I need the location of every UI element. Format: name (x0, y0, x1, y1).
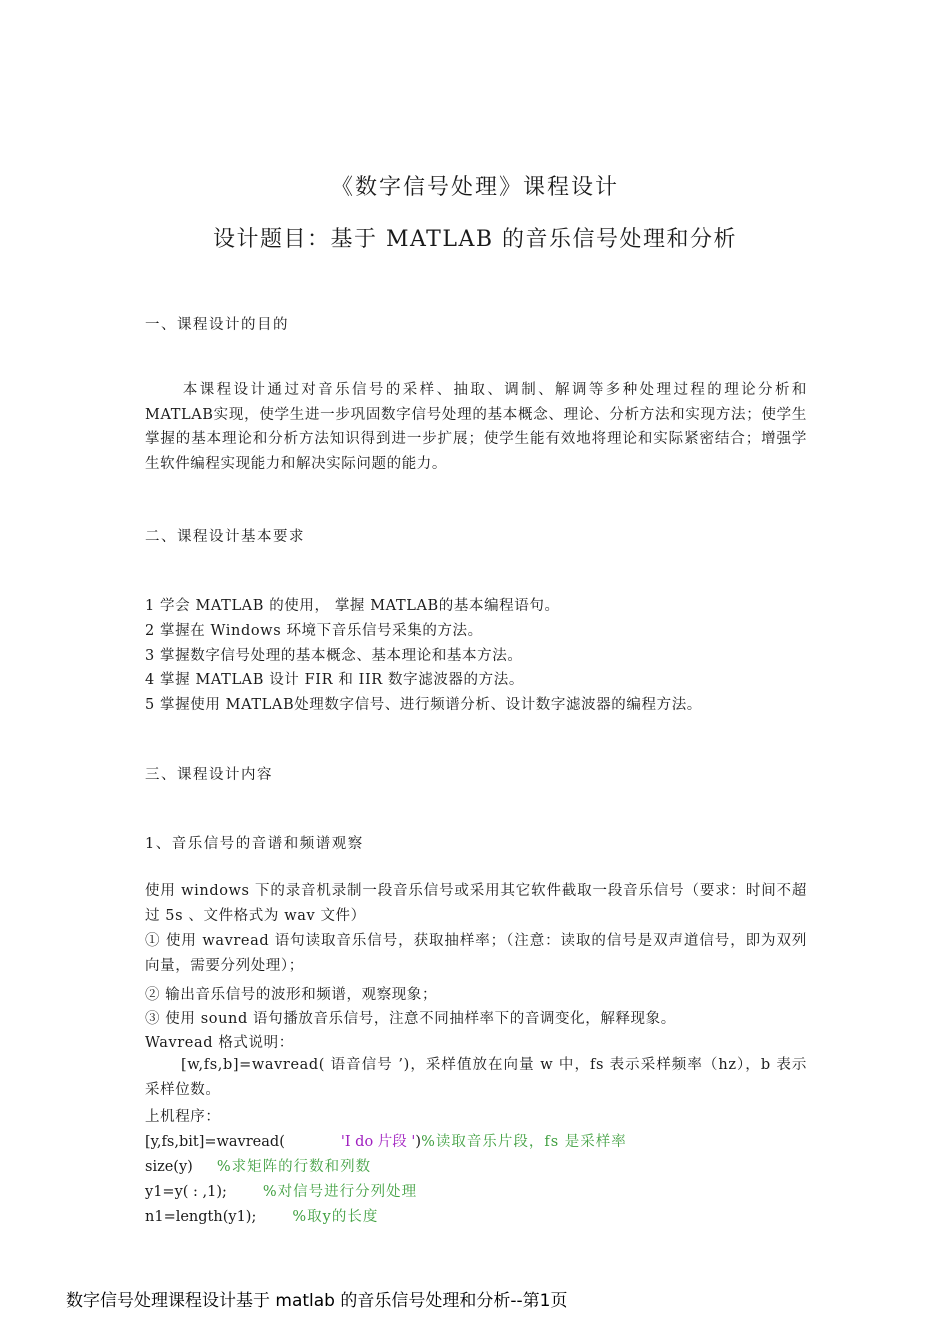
code-line (145, 1205, 378, 1226)
section-heading-requirements: 二、课程设计基本要求 (145, 529, 305, 545)
requirement-item: 4 掌握 MATLAB 设计 FIR 和 IIR 数字滤波器的方法。 (145, 672, 524, 688)
wavread-description: [w,fs,b]=wavread( 语音信号 ’)，采样值放在向量 w 中，fs 表示采样频率（hz），b 表示采样位数。 (145, 1057, 807, 1098)
section-heading-content: 三、课程设计内容 (145, 767, 273, 783)
section-heading-purpose: 一、课程设计的目的 (145, 317, 289, 333)
code-comment: %对信号进行分列处理 (262, 1184, 418, 1200)
purpose-paragraph: 本课程设计通过对音乐信号的采样、抽取、调制、解调等多种处理过程的理论分析和MATLAB实现，使学生进一步巩固数字信号处理的基本概念、理论、分析方法和实现方法；使学生掌握的基本理论和分析方法知识得到进一步扩展；使学生能有效地将理论和实际紧密结合；增强学生软件编程实现能力和解决实际问题的能力。 (145, 382, 807, 472)
code-comment: %取y的长度 (292, 1209, 379, 1225)
content-intro: 使用 windows 下的录音机录制一段音乐信号或采用其它软件截取一段音乐信号（要求：时间不超过 5s 、文件格式为 wav 文件） (145, 883, 807, 924)
code-text: [y,fs,bit]=wavread( (145, 1134, 285, 1150)
requirement-item: 5 掌握使用 MATLAB处理数字信号、进行频谱分析、设计数字滤波器的编程方法。 (145, 697, 702, 713)
code-comment: %求矩阵的行数和列数 (216, 1159, 372, 1175)
step-2: ② 输出音乐信号的波形和频谱，观察现象； (145, 987, 438, 1003)
code-line (145, 1180, 417, 1201)
design-topic: 设计题目：基于 MATLAB 的音乐信号处理和分析 (212, 227, 738, 252)
page-footer: 数字信号处理课程设计基于 matlab 的音乐信号处理和分析--第1页 (66, 1291, 568, 1311)
step-1: ① 使用 wavread 语句读取音乐信号，获取抽样率；（注意：读取的信号是双声道信号，即为双列向量，需要分列处理）； (145, 933, 807, 974)
requirement-item: 3 掌握数字信号处理的基本概念、基本理论和基本方法。 (145, 648, 523, 664)
subsection-heading: 1、音乐信号的音谱和频谱观察 (145, 836, 364, 852)
wavread-label: Wavread 格式说明： (145, 1035, 294, 1051)
code-text: n1=length(y1); (145, 1209, 257, 1225)
step-3: ③ 使用 sound 语句播放音乐信号，注意不同抽样率下的音调变化，解释现象。 (145, 1011, 676, 1027)
code-text: size(y) (145, 1159, 193, 1175)
code-line (145, 1130, 627, 1151)
code-comment: %读取音乐片段，fs 是采样率 (421, 1134, 627, 1150)
code-line (145, 1155, 371, 1176)
requirement-item: 1 学会 MATLAB 的使用， 掌握 MATLAB的基本编程语句。 (145, 598, 560, 614)
code-text: y1=y( : ,1); (145, 1184, 227, 1200)
requirement-item: 2 掌握在 Windows 环境下音乐信号采集的方法。 (145, 623, 483, 639)
program-label: 上机程序： (145, 1109, 221, 1125)
code-string: 'I do 片段 ' (340, 1134, 416, 1150)
code-text: ) (415, 1134, 422, 1150)
document-title: 《数字信号处理》课程设计 (330, 175, 619, 200)
